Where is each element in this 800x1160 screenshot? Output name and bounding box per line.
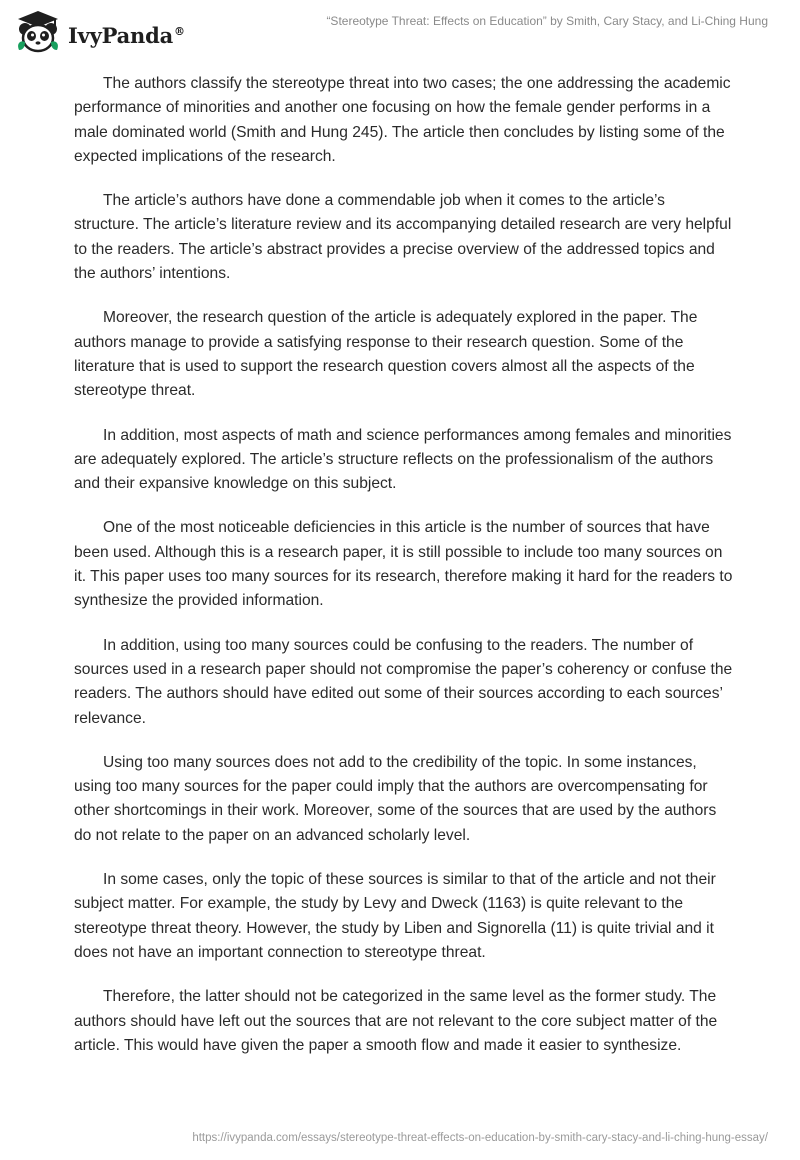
source-url-link[interactable]: https://ivypanda.com/essays/stereotype-threat-effects-on-education-by-smith-cary-stacy-and-li-ching-hung-essay/ bbox=[192, 1132, 768, 1144]
paragraph: Therefore, the latter should not be categorized in the same level as the former study. The authors should have left out the sources that are not relevant to the core subject matter of the article. This would have given the paper a smooth flow and made it easier to synthesize. bbox=[74, 988, 718, 1054]
paragraph: The authors classify the stereotype threat into two cases; the one addressing the academic performance of minorities and another one focusing on how the female gender performs in a male dominated world (Smith and Hung 245). The article then concludes by listing some of the expected implications of the research. bbox=[74, 75, 731, 165]
essay-body bbox=[74, 72, 734, 1078]
paragraph: Moreover, the research question of the article is adequately explored in the paper. The authors manage to provide a satisfying response to their research question. Some of the literature that is used to support the research question covers almost all the aspects of the stereotype threat. bbox=[74, 309, 698, 400]
paragraph: In addition, most aspects of math and science performances among females and minorities are adequately explored. The article’s structure reflects on the professionalism of the authors and their expansive knowledge on this subject. bbox=[74, 426, 732, 493]
paragraph: In addition, using too many sources could be confusing to the readers. The number of sources used in a research paper should not compromise the paper’s coherency or confuse the readers. The authors should have edited out some of their sources according to each sources’ relevance. bbox=[74, 636, 733, 727]
panda-graduate-logo-icon bbox=[14, 10, 62, 54]
paragraph: In some cases, only the topic of these sources is similar to that of the article and not their subject matter. For example, the study by Levy and Dweck (1163) is quite relevant to the stereotype threat theory. However, the study by Liben and Signorella (11) is quite trivial and it does not have an important connection to stereotype threat. bbox=[74, 871, 716, 961]
paragraph: Using too many sources does not add to the credibility of the topic. In some instances, using too many sources for the paper could imply that the authors are overcompensating for other shortcomings in their work. Moreover, some of the sources that are used by the authors do not relate to the paper on an advanced scholarly level. bbox=[74, 753, 717, 844]
page-header bbox=[0, 0, 800, 60]
ivypanda-logo[interactable] bbox=[14, 10, 185, 54]
document-title: “Stereotype Threat: Effects on Education” by Smith, Cary Stacy, and Li-Ching Hung bbox=[326, 14, 768, 28]
paragraph: The article’s authors have done a commendable job when it comes to the article’s structure. The article’s literature review and its accompanying detailed research are very helpful to the readers. The article’s abstract provides a precise overview of the addressed topics and the authors’ intentions. bbox=[74, 192, 732, 283]
paragraph: One of the most noticeable deficiencies in this article is the number of sources that have been used. Although this is a research paper, it is still possible to include too many sources on it. This paper uses too many sources for its research, therefore making it hard for the readers to synthesize the provided information. bbox=[74, 519, 733, 610]
logo-wordmark: IvyPanda® bbox=[68, 22, 185, 48]
